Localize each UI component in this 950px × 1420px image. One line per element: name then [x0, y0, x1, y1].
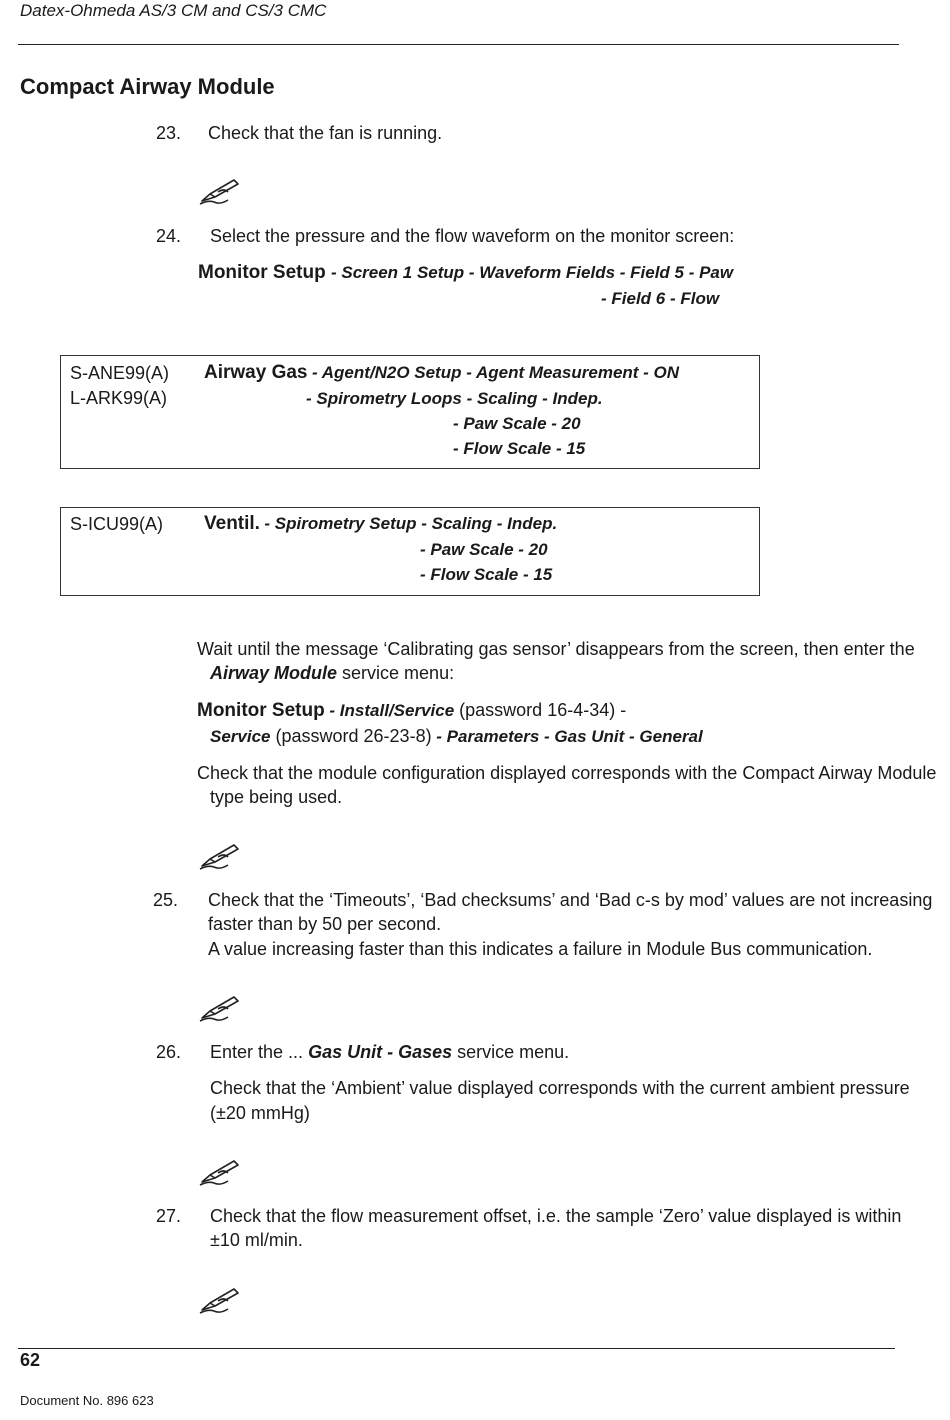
step-number: 25. — [153, 890, 179, 910]
paragraph-line: type being used. — [210, 787, 343, 807]
menu-path-text: - Flow Scale - 15 — [453, 439, 586, 458]
footer-rule — [18, 1348, 895, 1349]
menu-lead: Airway Gas — [204, 362, 308, 383]
menu-path-text: - Flow Scale - 15 — [420, 565, 553, 584]
box-menu-line — [204, 513, 557, 535]
menu-path-text: Service — [210, 727, 271, 746]
step-text: ±10 ml/min. — [210, 1230, 303, 1250]
plain-text: Enter the ... — [210, 1042, 309, 1062]
menu-path-text: - Agent/N2O Setup - Agent Measurement - ON — [311, 363, 680, 382]
step-number: 24. — [156, 226, 182, 246]
document-number: Document No. 896 623 — [20, 1393, 154, 1408]
menu-path-text: - Install/Service — [324, 701, 455, 720]
step-number: 26. — [156, 1042, 182, 1062]
plain-text: (password 26-23-8) — [270, 726, 432, 746]
header-rule — [18, 44, 899, 45]
pen-writing-icon — [198, 1283, 242, 1315]
module-label: S-ICU99(A) — [70, 514, 164, 534]
menu-lead: Monitor Setup — [197, 700, 325, 721]
step-text: Check that the ‘Ambient’ value displayed corresponds with the current ambient pressure — [210, 1078, 910, 1098]
step-text: Check that the flow measurement offset, i.e. the sample ‘Zero’ value displayed is within — [210, 1206, 902, 1226]
paragraph-line: Wait until the message ‘Calibrating gas sensor’ disappears from the screen, then enter the — [197, 639, 915, 659]
step-number: 23. — [156, 123, 182, 143]
emphasis-text: Airway Module — [210, 663, 338, 683]
menu-path-text: - Spirometry Setup - Scaling - Indep. — [264, 514, 558, 533]
pen-writing-icon — [198, 991, 242, 1023]
menu-path-text: - Screen 1 Setup - Waveform Fields - Field 5 - Paw — [330, 263, 734, 282]
menu-path-text: - Paw Scale - 20 — [453, 414, 581, 433]
step-text: Check that the fan is running. — [208, 123, 443, 143]
section-title: Compact Airway Module — [20, 74, 275, 99]
menu-path — [198, 262, 733, 284]
pen-writing-icon — [198, 839, 242, 871]
module-label: S-ANE99(A) — [70, 363, 170, 383]
paragraph-line: Check that the module configuration displayed corresponds with the Compact Airway Module — [197, 763, 937, 783]
plain-text: service menu: — [337, 663, 455, 683]
plain-text: service menu. — [452, 1042, 570, 1062]
menu-path-text: - Spirometry Loops - Scaling - Indep. — [306, 389, 603, 408]
menu-lead: Ventil. — [204, 513, 260, 534]
menu-path-text: - Parameters - Gas Unit - General — [431, 727, 703, 746]
running-header: Datex-Ohmeda AS/3 CM and CS/3 CMC — [20, 1, 327, 20]
pen-writing-icon — [198, 1155, 242, 1187]
menu-path-text: - Paw Scale - 20 — [420, 540, 548, 559]
paragraph-line — [210, 663, 454, 684]
page-number: 62 — [20, 1350, 41, 1370]
step-text: Select the pressure and the flow waveform on the monitor screen: — [210, 226, 735, 246]
menu-path-text: - Field 6 - Flow — [601, 289, 720, 308]
step-text: faster than by 50 per second. — [208, 914, 442, 934]
emphasis-text: Gas Unit - Gases — [308, 1042, 453, 1062]
menu-path — [197, 700, 626, 722]
menu-path — [210, 726, 703, 747]
module-label: L-ARK99(A) — [70, 388, 168, 408]
step-text: Check that the ‘Timeouts’, ‘Bad checksums’ and ‘Bad c-s by mod’ values are not increasing — [208, 890, 933, 910]
step-text: A value increasing faster than this indicates a failure in Module Bus communication. — [208, 939, 873, 959]
menu-lead: Monitor Setup — [198, 262, 326, 283]
box-menu-line — [204, 362, 679, 384]
step-text: (±20 mmHg) — [210, 1103, 310, 1123]
step-text — [210, 1042, 569, 1063]
plain-text: (password 16-4-34) - — [454, 700, 627, 720]
step-number: 27. — [156, 1206, 182, 1226]
pen-writing-icon — [198, 174, 242, 206]
